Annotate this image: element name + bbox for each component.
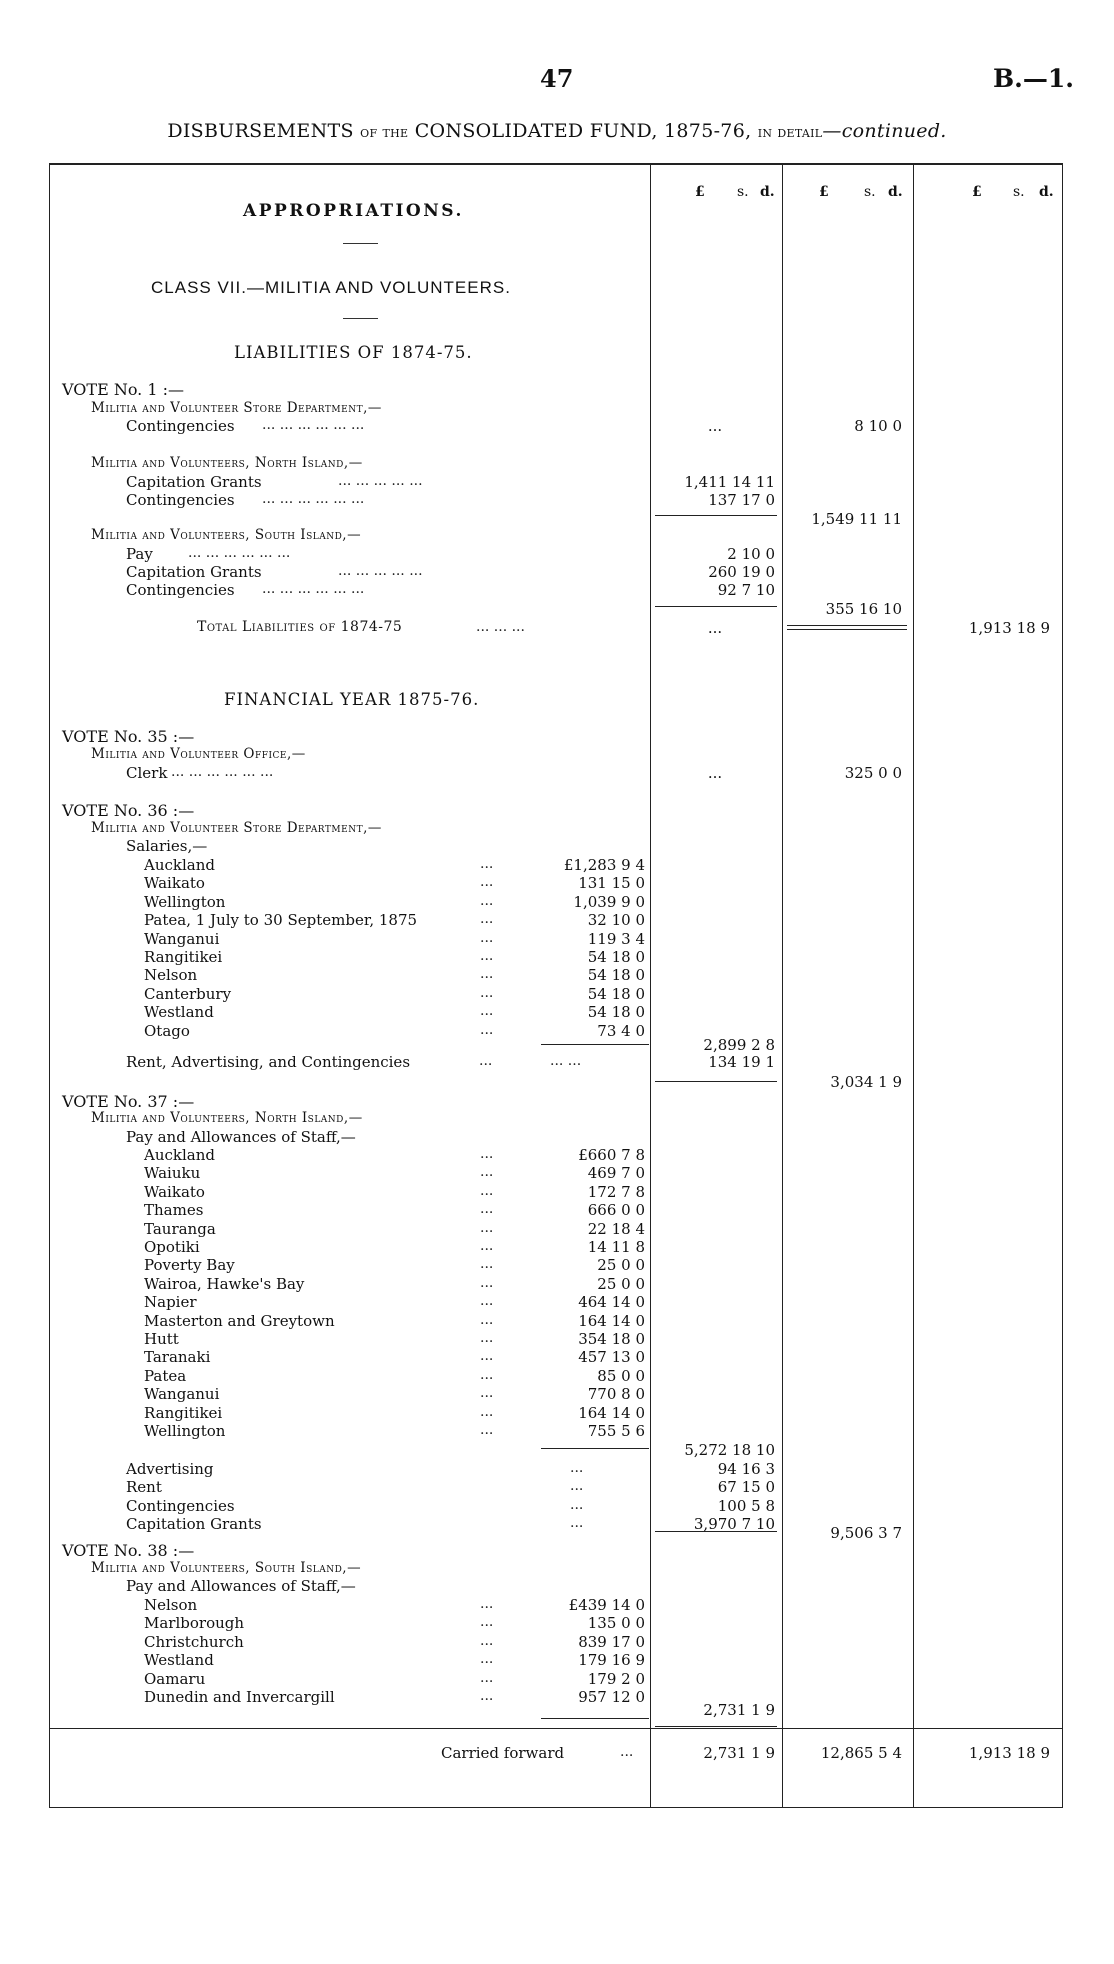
department-heading: Militia and Volunteers, North Island,—: [91, 1110, 363, 1126]
divider: [343, 243, 378, 244]
item-amount: £439 14 0: [568, 1596, 645, 1614]
leader-dots: ...: [620, 1744, 634, 1760]
item-label: Tauranga: [144, 1219, 216, 1238]
item-amount: 54 18 0: [587, 984, 645, 1003]
amount: 1,411 14 11: [684, 473, 775, 491]
leader-dots: ...: [480, 1403, 494, 1420]
amount: 92 7 10: [717, 581, 775, 599]
item-amount: 54 18 0: [587, 966, 645, 985]
item-amount: 94 16 3: [717, 1460, 775, 1478]
rule: [655, 606, 777, 607]
item-amount: 1,039 9 0: [573, 892, 645, 911]
leader-dots: ...: [480, 1021, 494, 1038]
item-label: Poverty Bay: [144, 1256, 235, 1275]
item-amount: 3,970 7 10: [693, 1515, 775, 1534]
item-amount: 54 18 0: [587, 948, 645, 966]
item-amount: 85 0 0: [597, 1366, 645, 1385]
leader-dots: ...: [480, 911, 494, 928]
page-title: [0, 120, 1114, 142]
line-label: Capitation Grants: [126, 473, 262, 491]
item-amount: 770 8 0: [587, 1385, 645, 1404]
department-heading: Militia and Volunteers, North Island,—: [91, 455, 363, 471]
vote-heading: VOTE No. 38 :—: [62, 1541, 195, 1560]
subtotal: 2,731 1 9: [703, 1701, 775, 1719]
item-amount: 100 5 8: [717, 1496, 775, 1515]
item-label: Patea: [144, 1366, 187, 1385]
line-label: Clerk: [126, 764, 168, 782]
item-label: Thames: [144, 1201, 204, 1220]
rule: [541, 1448, 649, 1449]
leader-dots: ...: [480, 1651, 494, 1668]
carried-forward-label: Carried forward: [441, 1744, 565, 1762]
item-label: Wanganui: [144, 929, 220, 948]
leader-dots: ... ... ...: [476, 619, 525, 635]
item-amount: 179 16 9: [578, 1651, 645, 1670]
item-label: Taranaki: [144, 1348, 211, 1367]
rule: [655, 515, 777, 516]
leader-dots: ...: [480, 1669, 494, 1686]
item-amount: 666 0 0: [587, 1201, 645, 1220]
item-label: Nelson: [144, 1596, 198, 1614]
item-label: Westland: [144, 1003, 214, 1022]
leader-dots: ... ... ... ... ... ...: [262, 581, 365, 597]
item-amount: £1,283 9 4: [563, 856, 645, 874]
item-label: Rangitikei: [144, 1403, 223, 1422]
item-amount: 457 13 0: [578, 1348, 645, 1367]
carried-forward-amount: 2,731 1 9: [703, 1744, 775, 1762]
leader-dots: ...: [480, 1632, 494, 1649]
line-label: Salaries,—: [126, 837, 208, 855]
item-amount: 172 7 8: [587, 1182, 645, 1201]
leader-dots: ...: [480, 1182, 494, 1199]
subtotal: 3,034 1 9: [830, 1073, 902, 1091]
item-label: Capitation Grants: [126, 1515, 262, 1534]
subtotal: 1,549 11 11: [811, 510, 902, 528]
item-label: Rent: [126, 1478, 162, 1497]
leader-dots: ...: [480, 1330, 494, 1346]
leader-dots: ...: [570, 1460, 584, 1476]
item-amount: 119 3 4: [587, 929, 645, 948]
amount: ...: [707, 764, 723, 782]
rule: [655, 1531, 777, 1532]
amount: 2 10 0: [727, 545, 775, 563]
section-heading: APPROPRIATIONS.: [243, 201, 464, 221]
leader-dots: ...: [480, 1366, 494, 1383]
subtotal: 5,272 18 10: [684, 1441, 775, 1459]
item-amount: 135 0 0: [587, 1614, 645, 1633]
item-label: Opotiki: [144, 1238, 200, 1256]
carried-forward-amount: 1,913 18 9: [968, 1744, 1050, 1762]
leader-dots: ...: [480, 1201, 494, 1218]
item-label: Wellington: [144, 892, 226, 911]
item-label: Dunedin and Invercargill: [144, 1688, 335, 1706]
item-label: Canterbury: [144, 984, 232, 1003]
item-label: Wellington: [144, 1422, 226, 1440]
item-amount: 469 7 0: [587, 1164, 645, 1183]
leader-dots: ...: [480, 1293, 494, 1310]
item-amount: 839 17 0: [578, 1632, 645, 1651]
leader-dots: ...: [479, 1053, 493, 1069]
department-heading: Militia and Volunteer Store Department,—: [91, 400, 382, 416]
amount: 134 19 1: [708, 1053, 775, 1071]
rule: [541, 1044, 649, 1045]
leader-dots: ... ... ... ... ... ...: [262, 417, 365, 433]
item-label: Westland: [144, 1651, 214, 1670]
item-label: Contingencies: [126, 1496, 235, 1515]
item-label: Advertising: [126, 1460, 214, 1478]
page-number: 47: [540, 64, 574, 93]
subtotal: 2,899 2 8: [703, 1036, 775, 1054]
leader-dots: ...: [480, 1219, 494, 1236]
item-amount: 54 18 0: [587, 1003, 645, 1022]
department-heading: Militia and Volunteer Office,—: [91, 746, 306, 762]
leader-dots: ...: [480, 1146, 494, 1162]
item-amount: 755 5 6: [587, 1422, 645, 1440]
leader-dots: ...: [480, 1422, 494, 1438]
item-label: Rangitikei: [144, 948, 223, 966]
line-label: Pay: [126, 545, 153, 563]
subtotal: 9,506 3 7: [830, 1524, 902, 1542]
class-heading: CLASS VII.—MILITIA AND VOLUNTEERS.: [151, 278, 511, 297]
leader-dots: ...: [480, 1348, 494, 1365]
item-amount: 14 11 8: [587, 1238, 645, 1256]
rule: [655, 1726, 777, 1727]
divider: [343, 318, 378, 319]
column-divider: [782, 163, 783, 1807]
item-amount: 179 2 0: [587, 1669, 645, 1688]
leader-dots: ...: [480, 1596, 494, 1612]
leader-dots: ...: [480, 984, 494, 1001]
rule: [50, 1728, 1062, 1729]
carried-forward-amount: 12,865 5 4: [820, 1744, 902, 1762]
title-part: CONSOLIDATED FUND, 1875-76,: [414, 120, 752, 142]
subtotal: 355 16 10: [825, 600, 902, 618]
rule: [655, 1081, 777, 1082]
amount: 8 10 0: [854, 417, 902, 435]
line-label: Contingencies: [126, 417, 235, 435]
title-part: DISBURSEMENTS: [167, 120, 354, 142]
item-label: Hutt: [144, 1330, 179, 1348]
item-amount: 25 0 0: [597, 1256, 645, 1275]
vote-heading: VOTE No. 36 :—: [62, 801, 195, 820]
amount: ...: [707, 417, 723, 435]
amount: 260 19 0: [708, 563, 775, 581]
item-label: Masterton and Greytown: [144, 1311, 335, 1330]
leader-dots: ...: [570, 1515, 584, 1532]
leader-dots: ...: [480, 948, 494, 964]
leader-dots: ...: [570, 1496, 584, 1513]
item-amount: 131 15 0: [578, 874, 645, 893]
item-label: Christchurch: [144, 1632, 244, 1651]
leader-dots: ...: [480, 874, 494, 891]
line-label: Contingencies: [126, 581, 235, 599]
item-label: Waikato: [144, 1182, 205, 1201]
subsection-heading: FINANCIAL YEAR 1875-76.: [224, 690, 480, 709]
column-divider: [650, 163, 651, 1807]
item-amount: 957 12 0: [578, 1688, 645, 1706]
leader-dots: ...: [480, 1256, 494, 1273]
grand-total: 1,913 18 9: [968, 619, 1050, 637]
leader-dots: ...: [480, 1164, 494, 1181]
item-label: Napier: [144, 1293, 197, 1312]
item-label: Marlborough: [144, 1614, 245, 1633]
item-label: Auckland: [144, 856, 215, 874]
title-part: —continued.: [822, 120, 947, 142]
amount: ...: [707, 619, 723, 637]
leader-dots: ...: [570, 1478, 584, 1495]
leader-dots: ...: [480, 1688, 494, 1704]
column-divider: [913, 163, 914, 1807]
vote-heading: VOTE No. 35 :—: [62, 727, 195, 746]
leader-dots: ... ... ... ... ... ...: [171, 764, 274, 780]
leader-dots: ... ... ... ... ...: [338, 473, 423, 489]
leader-dots: ... ...: [550, 1053, 582, 1069]
item-amount: 354 18 0: [578, 1330, 645, 1348]
subsection-heading: LIABILITIES OF 1874-75.: [234, 343, 473, 362]
item-amount: 67 15 0: [717, 1478, 775, 1497]
leader-dots: ...: [480, 1274, 494, 1291]
leader-dots: ...: [480, 1238, 494, 1254]
item-label: Waikato: [144, 874, 205, 893]
item-amount: 464 14 0: [578, 1293, 645, 1312]
title-part: in detail: [757, 123, 823, 141]
item-label: Otago: [144, 1021, 190, 1040]
leader-dots: ...: [480, 966, 494, 983]
leader-dots: ...: [480, 1311, 494, 1328]
vote-heading: VOTE No. 1 :—: [62, 380, 185, 399]
leader-dots: ... ... ... ... ...: [338, 563, 423, 579]
double-rule: [787, 625, 907, 630]
document-reference: B.—1.: [993, 64, 1074, 93]
line-label: Capitation Grants: [126, 563, 262, 581]
leader-dots: ... ... ... ... ... ...: [188, 545, 291, 561]
leader-dots: ...: [480, 929, 494, 946]
line-label: Pay and Allowances of Staff,—: [126, 1577, 356, 1595]
leader-dots: ...: [480, 1385, 494, 1402]
leader-dots: ...: [480, 856, 494, 872]
line-label: Contingencies: [126, 491, 235, 509]
item-amount: 25 0 0: [597, 1274, 645, 1293]
item-amount: 164 14 0: [578, 1311, 645, 1330]
department-heading: Militia and Volunteer Store Department,—: [91, 820, 382, 836]
leader-dots: ... ... ... ... ... ...: [262, 491, 365, 507]
item-amount: 73 4 0: [597, 1021, 645, 1040]
department-heading: Militia and Volunteers, South Island,—: [91, 527, 362, 543]
item-label: Auckland: [144, 1146, 215, 1164]
leader-dots: ...: [480, 1614, 494, 1631]
leader-dots: ...: [480, 892, 494, 909]
line-label: Pay and Allowances of Staff,—: [126, 1128, 356, 1146]
subtotal: 325 0 0: [844, 764, 902, 782]
item-label: Wanganui: [144, 1385, 220, 1404]
rule: [541, 1718, 649, 1719]
item-label: Oamaru: [144, 1669, 206, 1688]
line-label: Rent, Advertising, and Contingencies: [126, 1053, 411, 1071]
item-label: Nelson: [144, 966, 198, 985]
item-amount: 164 14 0: [578, 1403, 645, 1422]
total-label: Total Liabilities of 1874-75: [197, 619, 403, 635]
leader-dots: ...: [480, 1003, 494, 1020]
amount: 137 17 0: [708, 491, 775, 509]
item-amount: 32 10 0: [587, 911, 645, 930]
item-amount: £660 7 8: [578, 1146, 645, 1164]
item-amount: 22 18 4: [587, 1219, 645, 1238]
title-part: of the: [360, 123, 409, 141]
item-label: Patea, 1 July to 30 September, 1875: [144, 911, 418, 930]
department-heading: Militia and Volunteers, South Island,—: [91, 1560, 362, 1576]
item-label: Waiuku: [144, 1164, 201, 1183]
vote-heading: VOTE No. 37 :—: [62, 1092, 195, 1111]
item-label: Wairoa, Hawke's Bay: [144, 1274, 305, 1293]
